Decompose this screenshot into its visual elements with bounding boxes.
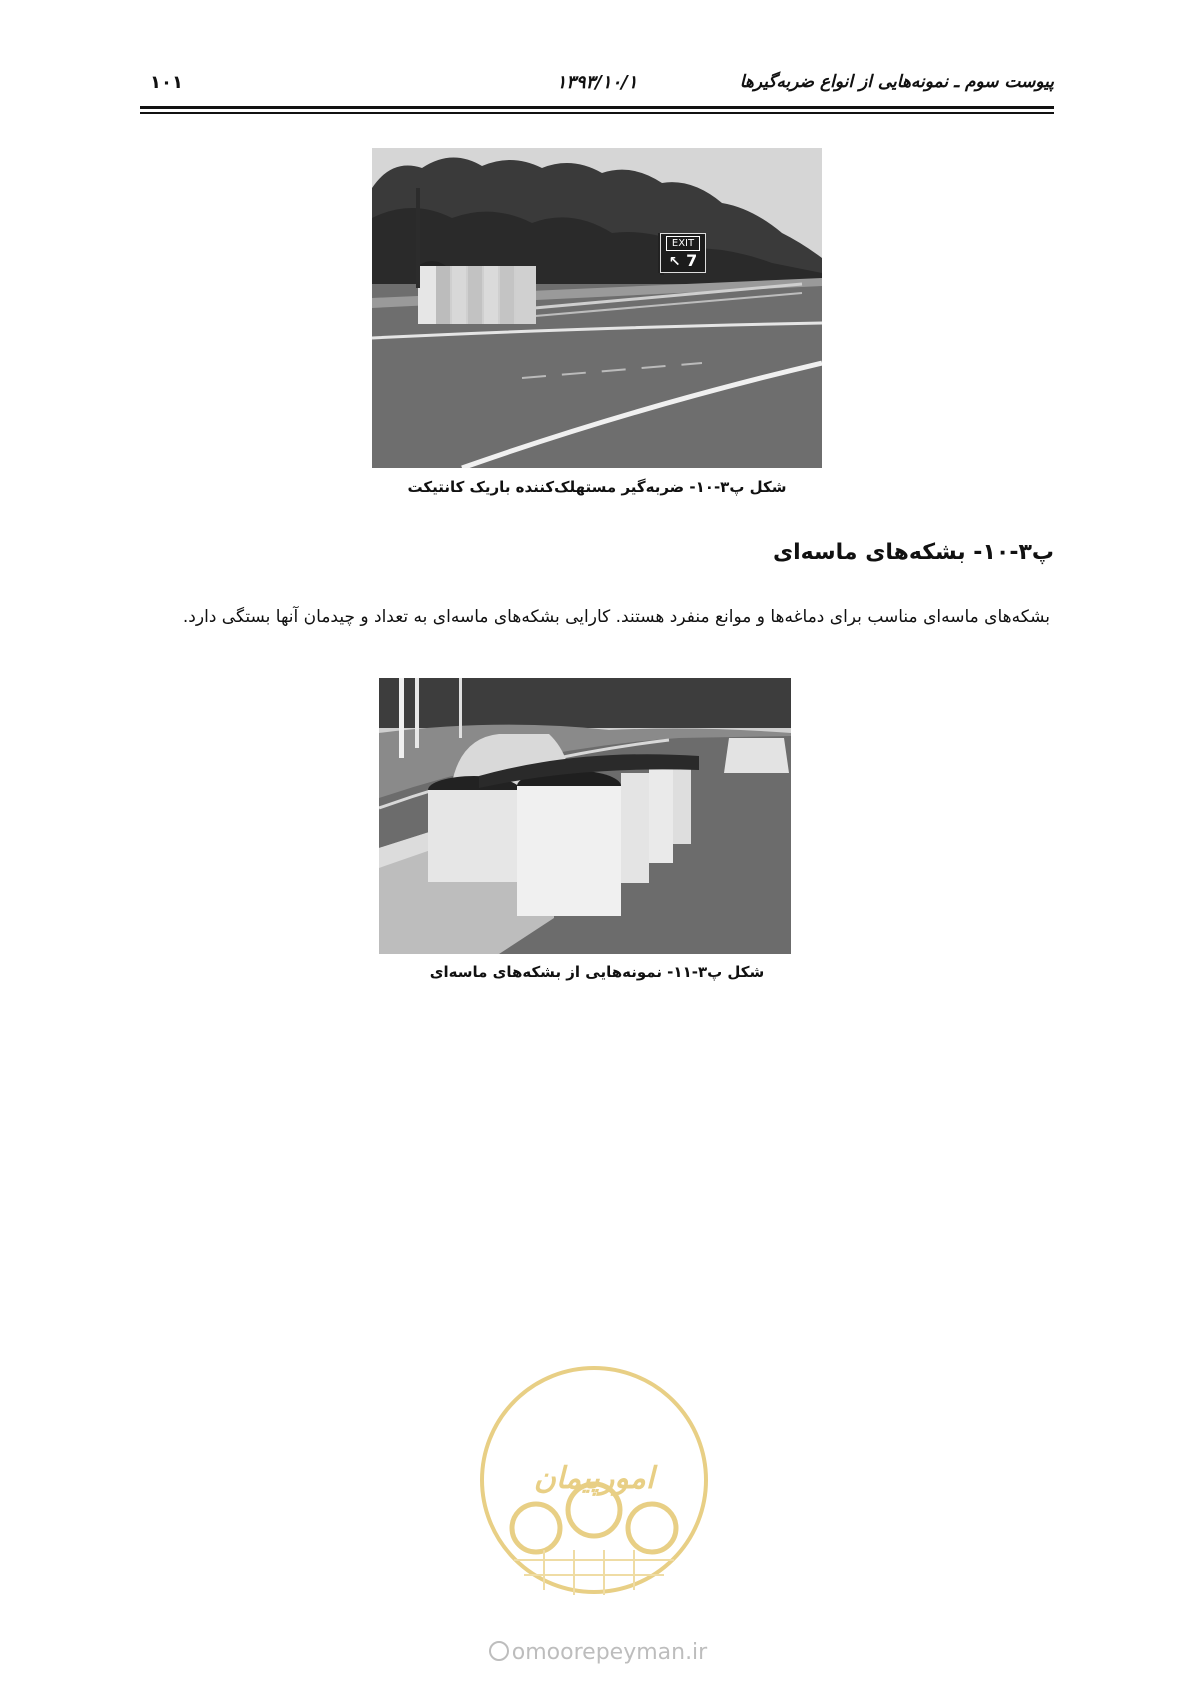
- arrow-up-left-icon: ↖: [668, 254, 681, 270]
- section-heading: پ۳-۱۰- بشکه‌های ماسه‌ای: [772, 540, 1054, 565]
- page-number: ۱۰۱: [150, 72, 183, 93]
- header-rule-thick: [140, 106, 1054, 109]
- watermark-site: [478, 1640, 718, 1665]
- figure-2-caption: شکل پ۳-۱۱- نمونه‌هایی از بشکه‌های ماسه‌ای: [429, 963, 765, 981]
- figure-1-photo: [372, 148, 822, 468]
- globe-icon: [489, 1641, 509, 1661]
- header-rule-thin: [140, 112, 1054, 114]
- page-header: [140, 70, 1054, 100]
- header-section-title: پیوست سوم ـ نمونه‌هایی از انواع ضربه‌گیرها: [739, 72, 1054, 92]
- header-date: ۱۳۹۳/۱۰/۱: [556, 72, 638, 93]
- exit-sign-number: 7: [686, 251, 698, 270]
- watermark-logo: [474, 1360, 714, 1600]
- exit-sign: [660, 233, 706, 273]
- figure-1-caption: شکل پ۳-۱۰- ضربه‌گیر مستهلک‌کننده باریک کانتیکت: [407, 478, 787, 496]
- watermark-logo-text: امورپیمان: [533, 1461, 655, 1496]
- section-paragraph: بشکه‌های ماسه‌ای مناسب برای دماغه‌ها و موانع منفرد هستند. کارایی بشکه‌های ماسه‌ای به تعداد و چیدمان آنها بستگی دارد.: [182, 607, 1050, 627]
- watermark-site-text: omoorepeyman.ir: [511, 1640, 708, 1665]
- figure-2-photo: [379, 678, 791, 954]
- exit-sign-label: EXIT: [666, 236, 700, 251]
